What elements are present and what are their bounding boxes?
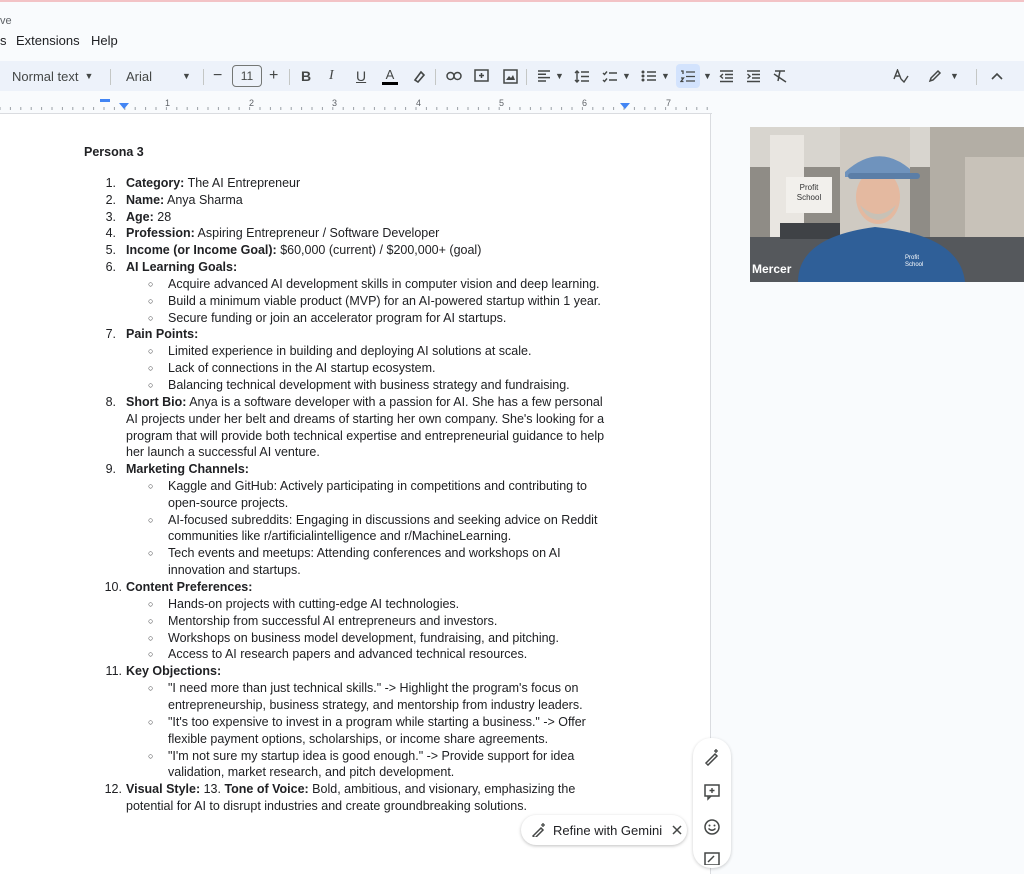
add-comment-icon[interactable] (703, 783, 721, 806)
sub-list-continuation: communities like r/artificialintelligence and r/MachineLearning. (168, 529, 512, 543)
spellcheck-icon[interactable] (893, 61, 909, 91)
first-line-indent-marker[interactable] (100, 99, 110, 102)
align-icon[interactable] (537, 61, 564, 91)
line-spacing-icon[interactable] (574, 61, 590, 91)
chevron-down-icon: ▼ (622, 71, 631, 81)
emoji-reaction-icon[interactable] (703, 818, 721, 841)
ruler-number: 7 (666, 98, 672, 108)
tone-line: potential for AI to disrupt industries and create groundbreaking solutions. (126, 799, 527, 813)
editing-mode-icon[interactable] (928, 61, 959, 91)
chevron-down-icon: ▼ (950, 71, 959, 81)
insert-comment-icon[interactable] (474, 61, 489, 91)
divider (526, 69, 527, 85)
save-status: ve (0, 15, 12, 27)
divider (435, 69, 436, 85)
decrease-indent-icon[interactable] (719, 61, 734, 91)
sub-list-continuation: open-source projects. (168, 496, 289, 510)
checklist-icon[interactable] (602, 61, 631, 91)
ruler-number: 1 (165, 98, 171, 108)
chevron-down-icon: ▼ (661, 71, 670, 81)
poster-logo-bottom: School (796, 193, 822, 202)
video-feed[interactable] (750, 127, 1024, 282)
right-indent-marker[interactable] (620, 103, 630, 109)
bio-line: AI projects under her belt and dreams of starting her own company. She's looking for a (126, 412, 605, 426)
ruler[interactable] (0, 95, 712, 114)
sub-list-continuation: entrepreneurship, business strategy, and mentorship from industry leaders. (168, 698, 583, 712)
text-color-button[interactable] (382, 61, 398, 91)
font-size-value: 11 (232, 65, 262, 87)
menu-item-extensions[interactable]: Extensions (16, 33, 80, 48)
sub-list-continuation: validation, market research, and pitch development. (168, 765, 455, 779)
bio-line: program that will provide both technical expertise and entrepreneurial guidance to help (126, 429, 605, 443)
top-accent-strip (0, 0, 1024, 2)
underline-button[interactable]: U (356, 68, 367, 84)
ruler-number: 3 (332, 98, 338, 108)
ruler-number: 6 (582, 98, 588, 108)
font-label: Arial (126, 68, 153, 84)
magic-edit-icon[interactable] (703, 748, 721, 771)
suggest-edit-icon[interactable] (703, 851, 721, 870)
text-color-swatch (382, 82, 398, 85)
bold-button[interactable]: B (301, 68, 312, 84)
document-heading: Persona 3 (84, 145, 144, 159)
poster-logo-top: Profit (799, 183, 819, 192)
bio-line: her launch a successful AI venture. (126, 445, 320, 459)
floating-side-panel (693, 738, 731, 868)
highlight-icon[interactable] (412, 61, 426, 91)
close-icon[interactable] (672, 825, 682, 835)
chevron-up-icon[interactable] (991, 61, 1003, 91)
divider (976, 69, 977, 85)
decrease-font-size-button[interactable]: − (213, 67, 223, 84)
sub-list-continuation: innovation and startups. (168, 563, 301, 577)
divider (110, 69, 111, 85)
chevron-down-icon: ▼ (84, 71, 94, 81)
bulleted-list-icon[interactable] (641, 61, 670, 91)
toolbar (0, 61, 1024, 91)
chevron-down-icon: ▼ (182, 71, 191, 81)
gemini-sparkle-icon (531, 823, 547, 837)
numbered-list-icon[interactable] (676, 64, 700, 88)
insert-link-icon[interactable] (446, 61, 462, 91)
text-color-icon: A (385, 66, 395, 82)
participant-name: Mercer (752, 262, 792, 276)
video-frame-illustration (750, 127, 1024, 282)
refine-with-gemini-chip[interactable] (521, 815, 687, 845)
refine-with-gemini-label: Refine with Gemini (553, 822, 663, 838)
font-size-field[interactable] (232, 61, 262, 91)
divider (203, 69, 204, 85)
chevron-down-icon: ▼ (555, 71, 564, 81)
left-indent-marker[interactable] (119, 103, 129, 109)
increase-font-size-button[interactable]: + (269, 67, 279, 84)
italic-button[interactable]: I (329, 68, 334, 83)
chevron-down-icon[interactable]: ▼ (703, 71, 712, 81)
divider (289, 69, 290, 85)
clear-formatting-icon[interactable] (773, 61, 788, 91)
shirt-logo-top: Profit (905, 255, 920, 261)
increase-indent-icon[interactable] (746, 61, 761, 91)
shirt-logo-bottom: School (905, 262, 924, 268)
menu-item-tools[interactable]: s (0, 33, 7, 48)
insert-image-icon[interactable] (503, 61, 518, 91)
ruler-number: 4 (416, 98, 422, 108)
document-page[interactable]: Persona 3 1. Category: The AI Entrepreneur 2. Name: Anya Sharma 3. Age: 28 4. Profession: Aspiring Entrepreneur / Software Developer 5. Income (or Income Goal): $60,000 (current) / $200,000+ (goal) 6. AI Learning Goals: ○ Acquire advanced AI development skills in computer vision and deep learning. ○ Build a minimum viable product (MVP) for an AI-powered startup within 1 year. ○ Secure funding or join an accelerator program for AI startups. 7. Pain Points: ○ Limited experience in building and deploying AI solutions at scale. ○ Lack of connections in the AI startup ecosystem. ○ Balancing technical development with business strategy and fundraising. 8. Short Bio: Anya is a software developer with a passion for AI. She has a few personal AI projects under her belt and dreams of starting her own company. She's looking for a program that will provide both technical expertise and entrepreneurial guidance to help her launch a successful AI venture. 9. Marketing Channels: ○ Kaggle and GitHub: Actively participating in competitions and contributing to open-source projects. ○ AI-focused subreddits: Engaging in discussions and seeking advice on Reddit communities like r/artificialintelligence and r/MachineLearning. ○ Tech events and meetups: Attending conferences and workshops on AI innovation and startups. 10. Content Preferences: ○ Hands-on projects with cutting-edge AI technologies. ○ Mentorship from successful AI entrepreneurs and investors. ○ Workshops on business model development, fundraising, and pitching. ○ Access to AI research papers and advanced technical resources. 11. Key Objections: ○ "I need more than just technical skills." -> Highlight the program's focus on entrepreneurship, business strategy, and mentorship from industry leaders. ○ "It's too expensive to invest in a program while starting a business." -> Offer flexible payment options, scholarships, or income share agreements. ○ "I'm not sure my startup idea is good enough." -> Provide support for idea validation, market research, and pitch development. 12. Visual Style: 13. Tone of Voice: Bold, ambitious, and visionary, emphasizing the potential for AI to disrupt industries and create groundbreaking solutions. (0, 114, 711, 874)
ruler-ticks (0, 95, 712, 113)
paragraph-style-label: Normal text (12, 68, 79, 84)
ruler-number: 2 (249, 98, 255, 108)
sub-list-continuation: flexible payment options, scholarships, or income share agreements. (168, 732, 549, 746)
menu-item-help[interactable]: Help (91, 33, 118, 48)
font-dropdown[interactable] (126, 61, 192, 91)
paragraph-style-dropdown[interactable] (12, 61, 93, 91)
ruler-number: 5 (499, 98, 505, 108)
